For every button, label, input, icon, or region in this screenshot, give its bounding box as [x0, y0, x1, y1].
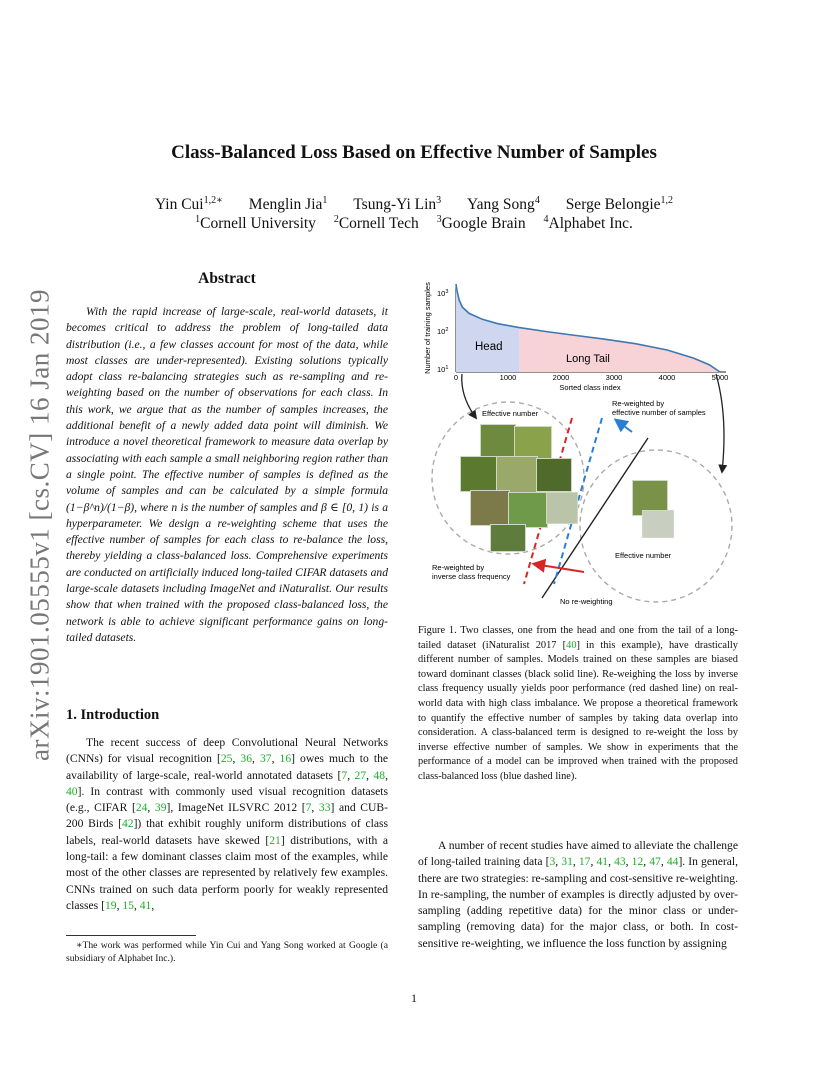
footnote-rule [66, 935, 196, 936]
blue-arrow [616, 420, 632, 432]
head-arrow [462, 374, 476, 418]
x-tick-label: 2000 [552, 373, 570, 382]
footnote: ∗The work was performed while Yin Cui and Yang Song worked at Google (a subsidiary of Alphabet Inc.). [66, 940, 388, 964]
head-class-photo [490, 524, 526, 552]
tail-class-photo [642, 510, 674, 538]
x-axis-label: Sorted class index [559, 383, 621, 392]
reweight-effective-label-1: Re-weighted by [612, 399, 665, 408]
affiliation: $^2$Cornell Tech [333, 214, 419, 233]
head-class-photo [480, 424, 516, 460]
affiliation: $^3$Google Brain [436, 214, 526, 233]
y-axis-label: Number of training samples [423, 282, 432, 374]
x-tick-label: 4000 [658, 373, 676, 382]
author: Serge Belongie$^{1,2}$ [565, 195, 674, 214]
head-class-photo [514, 426, 552, 460]
head-class-photo [536, 458, 572, 492]
reweight-effective-label-2: effective number of samples [612, 408, 706, 417]
y-tick-label: $10^1$ [437, 365, 449, 374]
reweight-inverse-label-1: Re-weighted by [432, 563, 485, 572]
tail-arrow [716, 374, 724, 472]
head-class-photo [546, 492, 578, 524]
x-tick-label: 3000 [605, 373, 623, 382]
head-class-photo [470, 490, 510, 526]
tail-label: Long Tail [566, 353, 610, 365]
figure-svg [420, 266, 740, 611]
y-tick-label: $10^3$ [437, 289, 449, 298]
y-tick-label: $10^2$ [437, 327, 449, 336]
abstract-text: With the rapid increase of large-scale, real-world datasets, it becomes critical to address the problem of long-tailed data distribution (i.e., a few classes account for most of the data, while most classes are under-represented). Existing solutions typically adopt class re-balancing strategies such as re-sampling and re-weighting based on the number of observations for each class. In this work, we argue that as the number of samples increases, the additional benefit of a newly added data point will diminish. We introduce a novel theoretical framework to measure data overlap by associating with each sample a small neighboring region rather than a single point. The effective number of samples is defined as the volume of samples and can be calculated by a simple formula (1−β^n)/(1−β), where n is the number of samples and β ∈ [0, 1) is a hyperparameter. We design a re-weighting scheme that uses the effective number of samples for each class to re-balance the loss, thereby yielding a class-balanced loss. Comprehensive experiments are conducted on artificially induced long-tailed CIFAR datasets and large-scale datasets including ImageNet and iNaturalist. Our results show that when trained with the proposed class-balanced loss, the network is able to achieve significant performance gains on long-tailed datasets. [66, 305, 388, 644]
intro-paragraph: The recent success of deep Convolutional Neural Networks (CNNs) for visual recognition [25, 36, 37, 16] owes much to the availability of large-scale, real-world annotated datasets [7, 27, 48, 40]. In contrast with commonly used visual recognition datasets (e.g., CIFAR [24, 39], ImageNet ILSVRC 2012 [7, 33] and CUB-200 Birds [42]) that exhibit roughly uniform distributions of class labels, real-world datasets have skewed [21] distributions, with a long-tail: a few dominant classes claim most of the examples, while most of the other classes are represented by relatively few examples. CNNs trained on such data perform poorly for weakly represented classes [19, 15, 41, [66, 736, 389, 912]
x-tick-label: 0 [453, 373, 459, 382]
right-column-paragraph: A number of recent studies have aimed to alleviate the challenge of long-tailed training data [3, 31, 17, 41, 43, 12, 47, 44]. In general, there are two strategies: re-sampling and cost-sensitive re-weighting. In re-sampling, the number of examples is directly adjusted by over-sampling (adding repetitive data) for the minor class or under-sampling (removing data) for the major class, or both. In cost-sensitive re-weighting, we influence the loss function by assigning [418, 839, 739, 950]
head-class-photo [460, 456, 498, 492]
x-tick-label: 1000 [499, 373, 517, 382]
figure-caption: Figure 1. Two classes, one from the head and one from the tail of a long-tailed dataset (iNaturalist 2017 [40] in this example), have drastically different number of samples. Models trained on these samples are biased toward dominant classes (black solid line). Re-weighing the loss by inverse class frequency usually yields poor performance (red dashed line) on real-world data with high class imbalance. We propose a theoretical framework to quantify the effective number of samples by taking data overlap into consideration. A class-balanced term is designed to re-weight the loss by inverse effective number of samples. We show in experiments that the performance of a model can be improved when trained with the proposed class-balanced loss (blue dashed line). [418, 625, 738, 782]
author: Menglin Jia$^1$ [248, 195, 328, 214]
effective-number-label-right: Effective number [615, 551, 672, 560]
affiliation: $^4$Alphabet Inc. [543, 214, 633, 233]
author-list [0, 195, 828, 214]
no-reweighting-label: No re-weighting [560, 597, 613, 606]
head-class-photo [496, 456, 538, 494]
arxiv-id: arXiv:1901.05555v1 [cs.CV] 16 Jan 2019 [24, 289, 55, 761]
page-number: 1 [411, 991, 417, 1005]
tail-region [519, 328, 720, 372]
affiliation-list [0, 214, 828, 233]
arxiv-sidebar [18, 290, 62, 760]
intro-heading: 1. Introduction [66, 707, 160, 723]
effective-number-label-left: Effective number [482, 409, 539, 418]
author: Tsung-Yi Lin$^3$ [353, 195, 442, 214]
author: Yin Cui$^{1,2∗}$ [154, 195, 223, 214]
x-tick-label: 5000 [711, 373, 729, 382]
head-region [456, 284, 519, 372]
figure-1 [420, 266, 740, 611]
abstract-heading: Abstract [198, 270, 256, 287]
head-label: Head [475, 341, 503, 353]
head-class-photo [508, 492, 548, 528]
paper-title: Class-Balanced Loss Based on Effective Number of Samples [171, 142, 657, 163]
reweight-inverse-label-2: inverse class frequency [432, 572, 511, 581]
author: Yang Song$^4$ [467, 195, 540, 214]
affiliation: $^1$Cornell University [195, 214, 316, 233]
